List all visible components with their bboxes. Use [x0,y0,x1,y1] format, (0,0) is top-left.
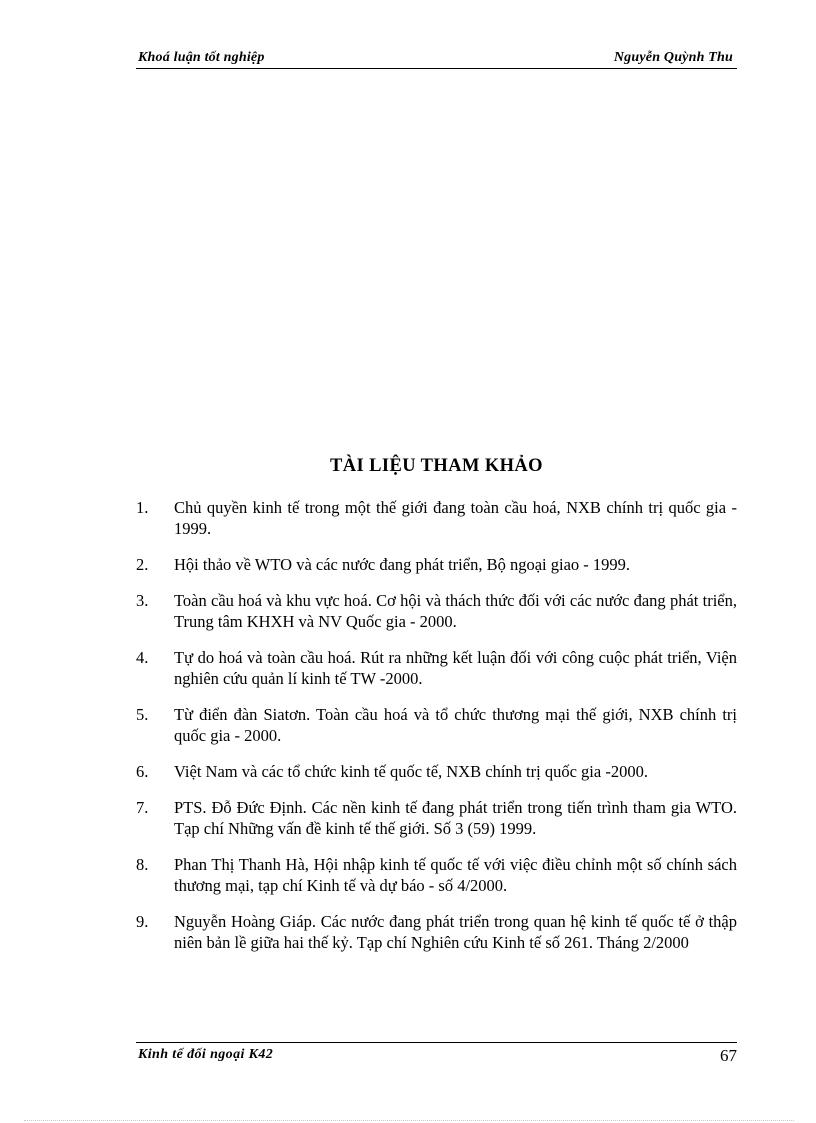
reference-text: Hội thảo về WTO và các nước đang phát triển, Bộ ngoại giao - 1999. [174,555,631,574]
header-thesis-label: Khoá luận tốt nghiệp [138,50,265,65]
reference-text: Phan Thị Thanh Hà, Hội nhập kinh tế quốc tế với việc điều chỉnh một số chính sách thương mại, tạp chí Kinh tế và dự báo - số 4/2000. [174,855,737,895]
reference-item [136,497,737,539]
reference-item [136,590,737,632]
page-title: TÀI LIỆU THAM KHẢO [330,456,543,476]
reference-item [136,854,737,896]
page-number: 67 [720,1046,737,1065]
reference-number: 6. [136,762,149,781]
footer-department-label: Kinh tế đối ngoại K42 [138,1047,274,1062]
reference-item [136,797,737,839]
header-author-name: Nguyễn Quỳnh Thu [613,50,733,65]
reference-item [136,554,737,575]
reference-number: 4. [136,648,149,667]
reference-number: 5. [136,705,149,724]
reference-number: 8. [136,855,149,874]
reference-number: 9. [136,912,149,931]
reference-number: 3. [136,591,149,610]
page-footer [136,1042,737,1067]
reference-number: 1. [136,498,149,517]
page-header [136,50,737,69]
reference-number: 2. [136,555,149,574]
reference-item [136,761,737,782]
reference-number: 7. [136,798,149,817]
reference-text: Chủ quyền kinh tế trong một thế giới đang toàn cầu hoá, NXB chính trị quốc gia - 1999. [174,498,737,538]
reference-text: Toàn cầu hoá và khu vực hoá. Cơ hội và thách thức đối với các nước đang phát triển, Trung tâm KHXH và NV Quốc gia - 2000. [174,591,737,631]
reference-text: Nguyễn Hoàng Giáp. Các nước đang phát triển trong quan hệ kinh tế quốc tế ở thập niên bản lề giữa hai thế kỷ. Tạp chí Nghiên cứu Kinh tế số 261. Tháng 2/2000 [174,912,737,952]
page-edge-divider [24,1120,794,1121]
reference-item [136,647,737,689]
reference-item [136,911,737,953]
reference-text: Việt Nam và các tổ chức kinh tế quốc tế, NXB chính trị quốc gia -2000. [174,762,648,781]
reference-text: PTS. Đỗ Đức Định. Các nền kinh tế đang phát triển trong tiến trình tham gia WTO. Tạp chí Những vấn đề kinh tế thế giới. Số 3 (59) 1999. [174,798,737,838]
reference-list [136,497,737,968]
reference-text: Tự do hoá và toàn cầu hoá. Rút ra những kết luận đối với công cuộc phát triển, Viện nghiên cứu quản lí kinh tế TW -2000. [174,648,737,688]
reference-text: Từ điển đàn Siatơn. Toàn cầu hoá và tổ chức thương mại thế giới, NXB chính trị quốc gia - 2000. [174,705,737,745]
reference-item [136,704,737,746]
